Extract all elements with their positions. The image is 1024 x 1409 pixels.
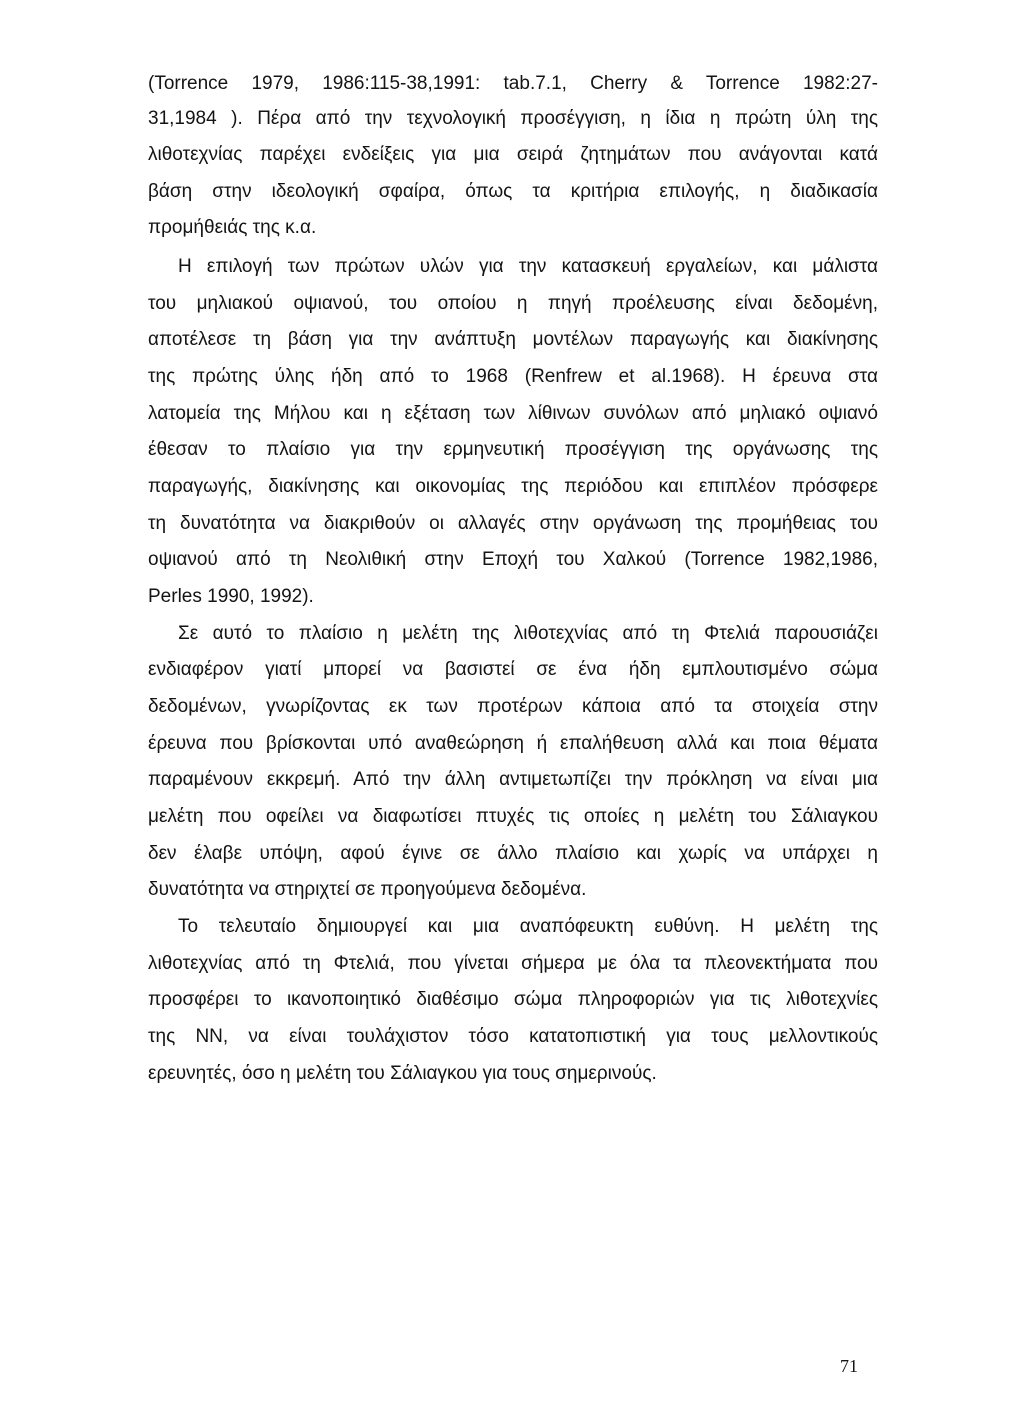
text-line: (Torrence 1979, 1986:115-38,1991: tab.7.1, Cherry & Torrence 1982:27- xyxy=(148,73,878,94)
text-line: οψιανού από τη Νεολιθική στην Εποχή του Χαλκού (Torrence 1982,1986, xyxy=(148,549,878,570)
text-line: προσφέρει το ικανοποιητικό διαθέσιμο σώμα πληροφοριών για τις λιθοτεχνίες xyxy=(148,989,878,1010)
text-line: παραμένουν εκκρεμή. Από την άλλη αντιμετωπίζει την πρόκληση να είναι μια xyxy=(148,769,878,790)
text-line: της πρώτης ύλης ήδη από το 1968 (Renfrew et al.1968). Η έρευνα στα xyxy=(148,366,878,387)
text-line: λατομεία της Μήλου και η εξέταση των λίθινων συνόλων από μηλιακό οψιανό xyxy=(148,403,878,424)
text-line: ερευνητές, όσο η μελέτη του Σάλιαγκου για τους σημερινούς. xyxy=(148,1063,657,1084)
text-line: της ΝΝ, να είναι τουλάχιστον τόσο κατατοπιστική για τους μελλοντικούς xyxy=(148,1026,878,1047)
text-line: μελέτη που οφείλει να διαφωτίσει πτυχές τις οποίες η μελέτη του Σάλιαγκου xyxy=(148,806,878,827)
text-line: ενδιαφέρον γιατί μπορεί να βασιστεί σε ένα ήδη εμπλουτισμένο σώμα xyxy=(148,659,878,680)
paragraph-first-line: Σε αυτό το πλαίσιο η μελέτη της λιθοτεχνίας από τη Φτελιά παρουσιάζει xyxy=(178,623,878,644)
text-line: δεν έλαβε υπόψη, αφού έγινε σε άλλο πλαίσιο και χωρίς να υπάρχει η xyxy=(148,843,878,864)
text-line: λιθοτεχνίας παρέχει ενδείξεις για μια σειρά ζητημάτων που ανάγονται κατά xyxy=(148,144,878,165)
text-line: δεδομένων, γνωρίζοντας εκ των προτέρων κάποια από τα στοιχεία στην xyxy=(148,696,878,717)
paragraph-first-line: Το τελευταίο δημιουργεί και μια αναπόφευκτη ευθύνη. Η μελέτη της xyxy=(178,916,878,937)
text-line: παραγωγής, διακίνησης και οικονομίας της περιόδου και επιπλέον πρόσφερε xyxy=(148,476,878,497)
text-line: του μηλιακού οψιανού, του οποίου η πηγή προέλευσης είναι δεδομένη, xyxy=(148,293,878,314)
text-line: λιθοτεχνίας από τη Φτελιά, που γίνεται σήμερα με όλα τα πλεονεκτήματα που xyxy=(148,953,878,974)
paragraph-first-line: Η επιλογή των πρώτων υλών για την κατασκευή εργαλείων, και μάλιστα xyxy=(178,256,878,277)
text-line: τη δυνατότητα να διακριθούν οι αλλαγές στην οργάνωση της προμήθειας του xyxy=(148,513,878,534)
text-line: έρευνα που βρίσκονται υπό αναθεώρηση ή επαλήθευση αλλά και ποια θέματα xyxy=(148,733,878,754)
text-line: 31,1984 ). Πέρα από την τεχνολογική προσέγγιση, η ίδια η πρώτη ύλη της xyxy=(148,108,878,129)
page-number: 71 xyxy=(840,1356,858,1376)
text-line: αποτέλεσε τη βάση για την ανάπτυξη μοντέλων παραγωγής και διακίνησης xyxy=(148,329,878,350)
text-line: έθεσαν το πλαίσιο για την ερμηνευτική προσέγγιση της οργάνωσης της xyxy=(148,439,878,460)
text-line: δυνατότητα να στηριχτεί σε προηγούμενα δεδομένα. xyxy=(148,879,587,900)
text-line: προμήθειάς της κ.α. xyxy=(148,217,317,238)
text-line: Perles 1990, 1992). xyxy=(148,586,314,607)
text-line: βάση στην ιδεολογική σφαίρα, όπως τα κριτήρια επιλογής, η διαδικασία xyxy=(148,181,878,202)
